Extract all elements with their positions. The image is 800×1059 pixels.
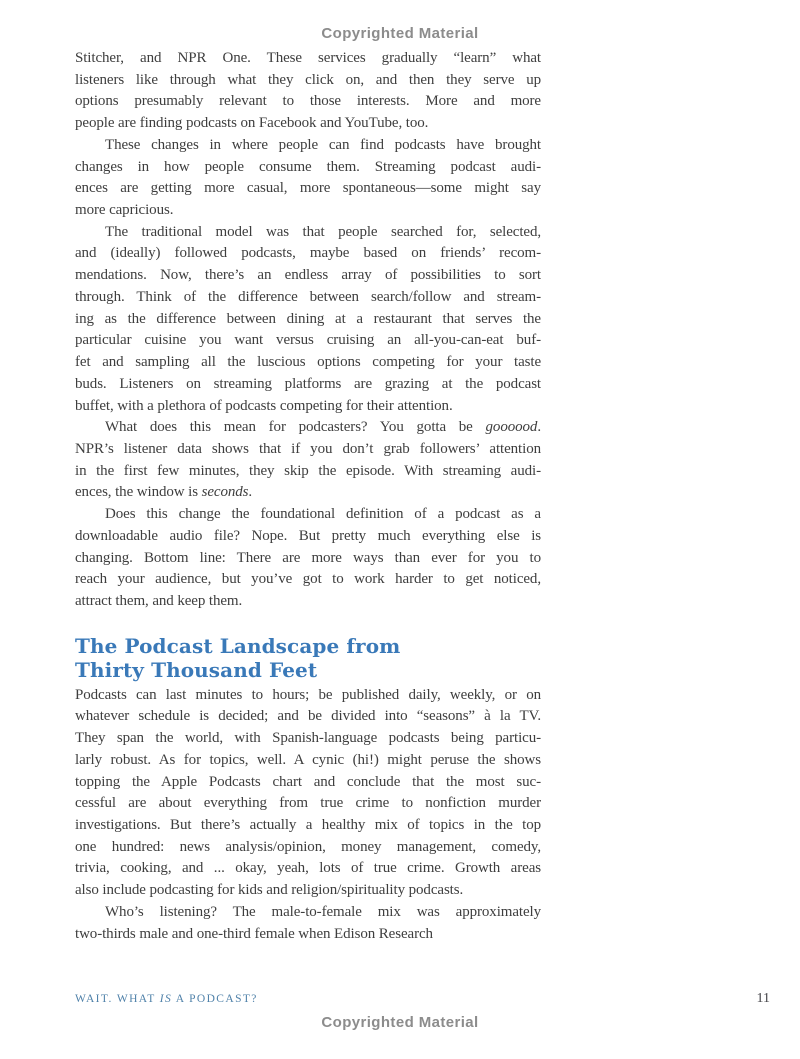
text-line: attract them, and keep them.: [75, 592, 243, 609]
text-line: particular cuisine you want versus cruising an all-you-can-eat buf-: [75, 332, 541, 349]
text-segment: WAIT. WHAT: [75, 993, 160, 1005]
text-line: whatever schedule is decided; and be divided into “seasons” à la TV.: [75, 708, 541, 725]
copyright-notice-bottom: Copyrighted Material: [321, 1014, 479, 1031]
paragraph: [75, 902, 541, 945]
text-line: cessful are about everything from true crime to nonfiction murder: [75, 795, 541, 812]
text-line: people are finding podcasts on Facebook and YouTube, too.: [75, 115, 429, 132]
text-line: [75, 482, 541, 504]
text-line: also include podcasting for kids and religion/spirituality podcasts.: [75, 882, 464, 899]
text-line: and (ideally) followed podcasts, maybe based on friends’ recom-: [75, 245, 541, 262]
text-line: trivia, cooking, and ... okay, yeah, lots of true crime. Growth areas: [75, 860, 541, 877]
italic-text: IS: [159, 993, 173, 1005]
text-segment: What does this mean for podcasters? You gotta be: [105, 419, 486, 436]
text-line: ing as the difference between dining at a restaurant that serves the: [75, 310, 541, 327]
text-line: listeners like through what they click on, and then they serve up: [75, 71, 541, 88]
paragraph: [75, 504, 541, 613]
section-heading: [75, 634, 541, 682]
text-line: mendations. Now, there’s an endless array of possibilities to sort: [75, 267, 541, 284]
text-line: NPR’s listener data shows that if you don’t grab followers’ attention: [75, 440, 541, 457]
text-line: topping the Apple Podcasts chart and conclude that the most suc-: [75, 773, 541, 790]
text-line: The traditional model was that people searched for, selected,: [105, 223, 541, 240]
text-line: through. Think of the difference between search/follow and stream-: [75, 288, 541, 305]
page-number: 11: [756, 991, 770, 1006]
text-line: Stitcher, and NPR One. These services gradually “learn” what: [75, 50, 541, 66]
running-head: [75, 993, 258, 1005]
text-line: options presumably relevant to those interests. More and more: [75, 93, 541, 110]
text-line: downloadable audio file? Nope. But pretty much everything else is: [75, 527, 541, 544]
text-segment: ences, the window is: [75, 484, 202, 501]
text-line: more capricious.: [75, 202, 174, 219]
copyright-notice-top: Copyrighted Material: [321, 25, 479, 42]
text-line: fet and sampling all the luscious options competing for your taste: [75, 354, 541, 371]
text-segment: A PODCAST?: [172, 993, 258, 1005]
text-segment: .: [248, 484, 253, 501]
section-heading-line1: The Podcast Landscape from: [75, 633, 401, 658]
text-line: buffet, with a plethora of podcasts competing for their attention.: [75, 397, 453, 414]
section-heading-line2: Thirty Thousand Feet: [75, 657, 318, 682]
paragraph: [75, 222, 541, 417]
text-line: buds. Listeners on streaming platforms are grazing at the podcast: [75, 375, 541, 392]
text-line: [75, 417, 541, 439]
italic-text: goooood: [485, 419, 538, 436]
text-segment: .: [537, 419, 541, 436]
text-line: changes in how people consume them. Streaming podcast audi-: [75, 158, 541, 175]
text-line: reach your audience, but you’ve got to work harder to get noticed,: [75, 571, 541, 588]
text-line: Does this change the foundational definition of a podcast as a: [105, 506, 541, 523]
italic-text: seconds: [201, 484, 249, 501]
paragraph: [75, 685, 541, 902]
paragraph: [75, 417, 541, 504]
paragraph: [75, 48, 541, 135]
text-line: in the first few minutes, they skip the episode. With streaming audi-: [75, 462, 541, 479]
text-line: investigations. But there’s actually a healthy mix of topics in the top: [75, 817, 541, 833]
text-column: [75, 48, 541, 945]
text-line: one hundred: news analysis/opinion, money management, comedy,: [75, 838, 541, 855]
text-line: two-thirds male and one-third female when Edison Research: [75, 925, 433, 942]
text-line: They span the world, with Spanish-language podcasts being particu-: [75, 730, 541, 747]
paragraph: [75, 135, 541, 222]
text-line: Who’s listening? The male-to-female mix was approximately: [105, 903, 541, 920]
text-line: Podcasts can last minutes to hours; be published daily, weekly, or on: [75, 686, 541, 703]
text-line: ences are getting more casual, more spontaneous—some might say: [75, 180, 541, 197]
text-line: larly robust. As for topics, well. A cynic (hi!) might peruse the shows: [75, 751, 541, 768]
page-footer: [75, 991, 770, 1007]
text-line: These changes in where people can find podcasts have brought: [105, 136, 541, 153]
text-line: changing. Bottom line: There are more ways than ever for you to: [75, 549, 541, 566]
